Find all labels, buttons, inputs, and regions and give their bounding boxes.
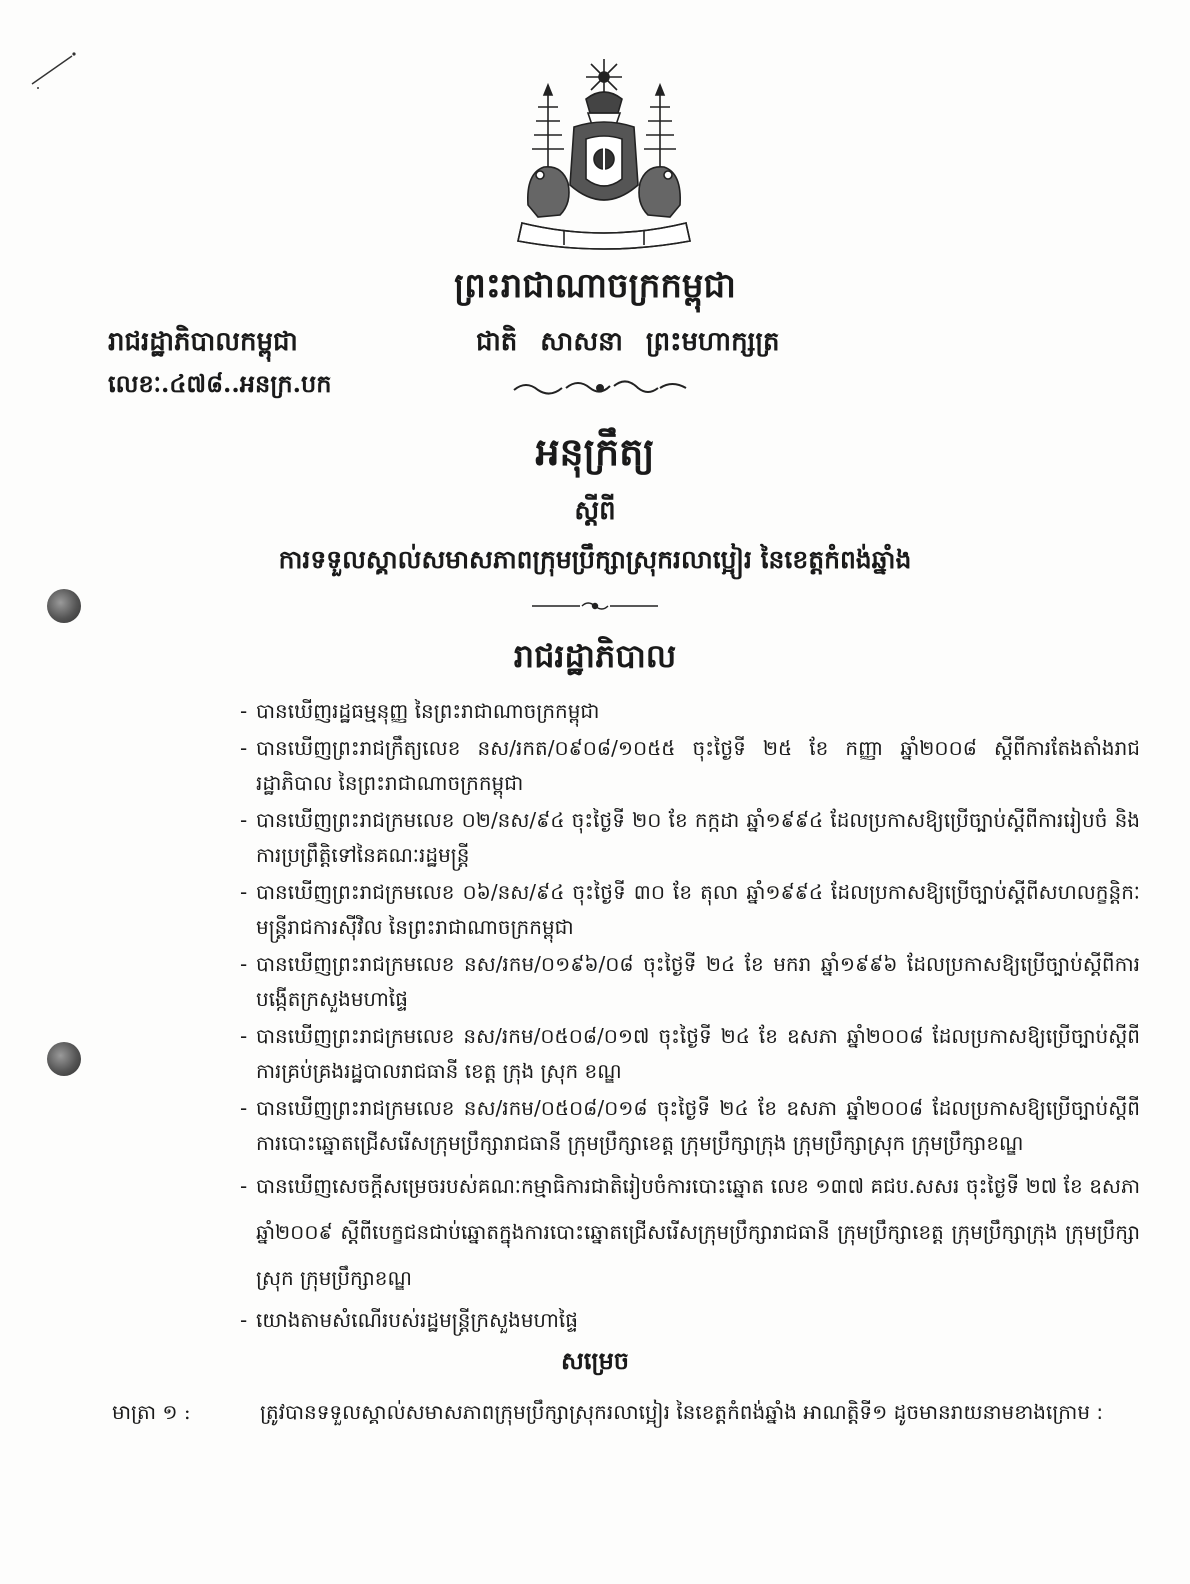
national-motto: ជាតិ សាសនា ព្រះមហាក្សត្រ bbox=[476, 327, 780, 357]
preamble-clauses-list bbox=[240, 694, 1140, 1340]
clause-item: - បានឃើញព្រះរាជក្រមលេខ ០៦/នស/៩៤ ចុះថ្ងៃទី ៣០ ខែ តុលា ឆ្នាំ១៩៩៤ ដែលប្រកាសឱ្យប្រើច្បាប់ស្ដីពីសហលក្ខន្តិកៈមន្ត្រីរាជការស៊ីវិល នៃព្រះរាជាណាចក្រកម្ពុជា bbox=[240, 880, 1140, 939]
article-1-text: ត្រូវបានទទួលស្គាល់សមាសភាពក្រុមប្រឹក្សាស្រុករលាប្អៀរ នៃខេត្តកំពង់ឆ្នាំង អាណត្តិទី១ ដូចមានរាយនាមខាងក្រោម : bbox=[260, 1400, 1104, 1424]
government-heading: រាជរដ្ឋាភិបាលកម្ពុជា bbox=[108, 327, 298, 357]
clause-item: - បានឃើញសេចក្ដីសម្រេចរបស់គណៈកម្មាធិការជាតិរៀបចំការបោះឆ្នោត លេខ ១៣៧ គជប.សសរ ចុះថ្ងៃទី ២៧ ខែ ឧសភា ឆ្នាំ២០០៩ ស្ដីពីបេក្ខជនជាប់ឆ្នោតក្នុងការបោះឆ្នោតជ្រើសរើសក្រុមប្រឹក្សារាជធានី ក្រុមប្រឹក្សាខេត្ត ក្រុមប្រឹក្សាក្រុង ក្រុមប្រឹក្សាស្រុក ក្រុមប្រឹក្សាខណ្ឌ bbox=[240, 1174, 1140, 1290]
royal-coat-of-arms-emblem bbox=[508, 55, 700, 255]
punch-hole-top bbox=[47, 589, 81, 623]
clause-item: - បានឃើញព្រះរាជក្រឹត្យលេខ នស/រកត/០៩០៨/១០៥៥ ចុះថ្ងៃទី ២៥ ខែ កញ្ញា ឆ្នាំ២០០៨ ស្ដីពីការតែងតាំងរាជរដ្ឋាភិបាល នៃព្រះរាជាណាចក្រកម្ពុជា bbox=[240, 736, 1140, 795]
reference-number: លេខៈ.៤៧៨..អនក្រ.បក bbox=[108, 369, 332, 398]
clause-item: - បានឃើញព្រះរាជក្រមលេខ នស/រកម/០៥០៨/០១៧ ចុះថ្ងៃទី ២៤ ខែ ឧសភា ឆ្នាំ២០០៨ ដែលប្រកាសឱ្យប្រើច្បាប់ស្ដីពីការគ្រប់គ្រងរដ្ឋបាលរាជធានី ខេត្ត ក្រុង ស្រុក ខណ្ឌ bbox=[240, 1024, 1140, 1083]
document-type-heading: អនុក្រឹត្យ bbox=[535, 429, 655, 474]
article-1 bbox=[112, 1390, 1142, 1434]
clause-item: - បានឃើញរដ្ឋធម្មនុញ្ញ នៃព្រះរាជាណាចក្រកម្ពុជា bbox=[240, 699, 600, 723]
about-heading: ស្ដីពី bbox=[574, 496, 616, 526]
subject-heading: ការទទួលស្គាល់សមាសភាពក្រុមប្រឹក្សាស្រុករលាប្អៀរ នៃខេត្តកំពង់ឆ្នាំង bbox=[278, 545, 912, 574]
issuer-heading: រាជរដ្ឋាភិបាល bbox=[513, 637, 677, 675]
article-1-label: មាត្រា ១ : bbox=[112, 1400, 191, 1424]
punch-hole-bottom bbox=[47, 1042, 81, 1076]
decorative-flourish bbox=[510, 376, 690, 400]
decision-heading: សម្រេច bbox=[560, 1346, 630, 1375]
clause-item: - បានឃើញព្រះរាជក្រមលេខ ០២/នស/៩៤ ចុះថ្ងៃទី ២០ ខែ កក្កដា ឆ្នាំ១៩៩៤ ដែលប្រកាសឱ្យប្រើច្បាប់ស្ដីពីការរៀបចំ និងការប្រព្រឹត្តិទៅនៃគណៈរដ្ឋមន្ត្រី bbox=[240, 808, 1140, 867]
divider-ornament bbox=[530, 598, 660, 614]
clause-item: - បានឃើញព្រះរាជក្រមលេខ នស/រកម/០១៩៦/០៨ ចុះថ្ងៃទី ២៤ ខែ មករា ឆ្នាំ១៩៩៦ ដែលប្រកាសឱ្យប្រើច្បាប់ស្ដីពីការបង្កើតក្រសួងមហាផ្ទៃ bbox=[240, 952, 1140, 1011]
clause-item: - បានឃើញព្រះរាជក្រមលេខ នស/រកម/០៥០៨/០១៨ ចុះថ្ងៃទី ២៤ ខែ ឧសភា ឆ្នាំ២០០៨ ដែលប្រកាសឱ្យប្រើច្បាប់ស្ដីពីការបោះឆ្នោតជ្រើសរើសក្រុមប្រឹក្សារាជធានី ក្រុមប្រឹក្សាខេត្ត ក្រុមប្រឹក្សាក្រុង ក្រុមប្រឹក្សាស្រុក ក្រុមប្រឹក្សាខណ្ឌ bbox=[240, 1096, 1140, 1155]
pen-stroke-mark bbox=[30, 50, 80, 90]
kingdom-title: ព្រះរាជាណាចក្រកម្ពុជា bbox=[454, 266, 736, 306]
clause-item: - យោងតាមសំណើរបស់រដ្ឋមន្ត្រីក្រសួងមហាផ្ទៃ bbox=[240, 1308, 578, 1332]
